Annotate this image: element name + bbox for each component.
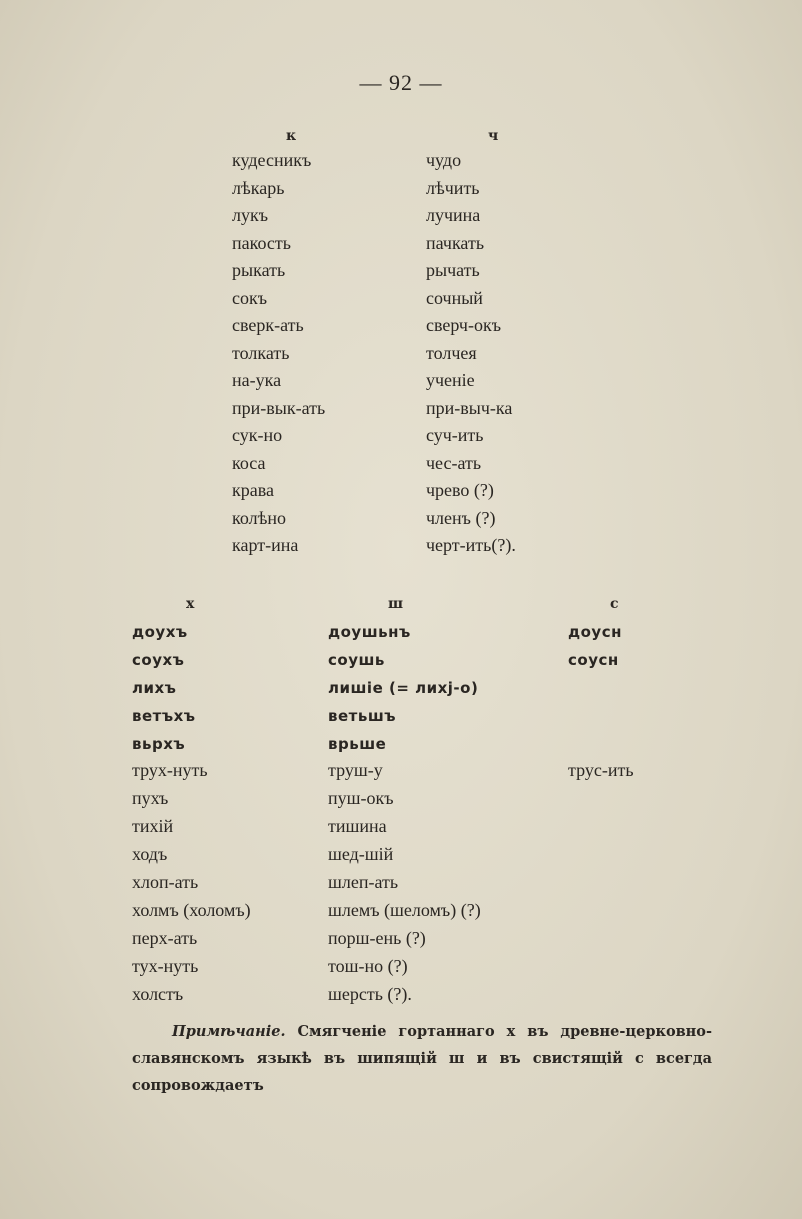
word-k: карт-ина (232, 535, 299, 555)
word-sh: лишіе (= лихj-о) (328, 679, 479, 697)
word-k: кудесникъ (232, 150, 312, 170)
word-k: крава (232, 480, 274, 500)
word-ch: ученіе (426, 370, 475, 390)
word-k: сук-но (232, 425, 283, 445)
word-h: ходъ (132, 844, 168, 864)
column-header-ch: ч (488, 128, 499, 144)
word-h: хлоп-ать (132, 872, 199, 892)
word-sh: шерсть (?). (328, 984, 412, 1004)
footnote (132, 1018, 712, 1099)
word-sh: шед-шій (328, 844, 394, 864)
word-k: сокъ (232, 287, 268, 308)
word-ch: сочный (426, 287, 483, 308)
word-s: соусн (568, 651, 619, 669)
word-ch: чес-ать (426, 452, 482, 473)
word-h: ветъхъ (132, 707, 196, 725)
column-header-sh: ш (388, 596, 404, 612)
word-h: лихъ (132, 679, 177, 697)
word-h: тихій (132, 816, 174, 836)
word-ch: лучина (426, 205, 481, 225)
word-ch: пачкать (426, 232, 485, 253)
note-text: Смягченіе гортаннаго х въ древне-церковно-славянскомъ языкѣ въ шипящій ш и въ свистящій с всегда сопровождаетъ (132, 1023, 712, 1094)
column-header-h: х (186, 596, 195, 612)
word-ch: рычать (426, 260, 480, 280)
word-k: толкать (232, 342, 290, 363)
word-h: соухъ (132, 651, 185, 669)
word-sh: пуш-окъ (328, 788, 394, 808)
word-s: трус-ить (568, 760, 634, 780)
word-ch: сверч-окъ (426, 315, 502, 335)
word-sh: тишина (328, 816, 387, 836)
word-k: лукъ (232, 205, 269, 225)
column-header-s: с (610, 596, 619, 612)
word-ch: толчея (426, 342, 477, 363)
word-sh: труш-у (328, 760, 383, 780)
note-label: Примѣчаніе. (172, 1023, 286, 1040)
word-ch: членъ (?) (426, 507, 496, 528)
word-k: сверк-ать (232, 315, 304, 335)
word-sh: шлеп-ать (328, 872, 399, 892)
word-h: тух-нуть (132, 956, 199, 976)
word-ch: черт-ить(?). (426, 535, 516, 555)
word-h: холстъ (132, 984, 184, 1004)
word-k: лѣкарь (232, 177, 285, 198)
word-h: доухъ (132, 623, 188, 641)
column-header-k: к (286, 128, 297, 144)
word-k: рыкать (232, 260, 286, 280)
word-h: перх-ать (132, 928, 198, 948)
word-ch: суч-ить (426, 425, 484, 445)
word-ch: чудо (426, 150, 462, 170)
word-ch: лѣчить (426, 177, 480, 198)
word-sh: врьше (328, 735, 387, 753)
word-sh: соушь (328, 651, 385, 669)
word-sh: ветьшъ (328, 707, 397, 725)
word-ch: чрево (?) (426, 480, 494, 500)
word-s: доусн (568, 623, 622, 641)
word-k: при-вык-ать (232, 397, 326, 418)
word-k: пакость (232, 232, 291, 253)
word-sh: порш-ень (?) (328, 928, 426, 948)
page-number: — 92 — (359, 70, 443, 95)
word-sh: шлемъ (шеломъ) (?) (328, 900, 481, 920)
word-h: холмъ (холомъ) (132, 900, 251, 920)
word-k: на-ука (232, 370, 282, 390)
word-ch: при-выч-ка (426, 397, 513, 418)
word-h: пухъ (132, 788, 169, 808)
word-h: трух-нуть (132, 760, 208, 780)
word-sh: тош-но (?) (328, 956, 408, 976)
word-k: коса (232, 452, 266, 473)
word-h: вьрхъ (132, 735, 186, 753)
word-k: колѣно (232, 507, 286, 528)
word-sh: доушьнъ (328, 623, 411, 641)
